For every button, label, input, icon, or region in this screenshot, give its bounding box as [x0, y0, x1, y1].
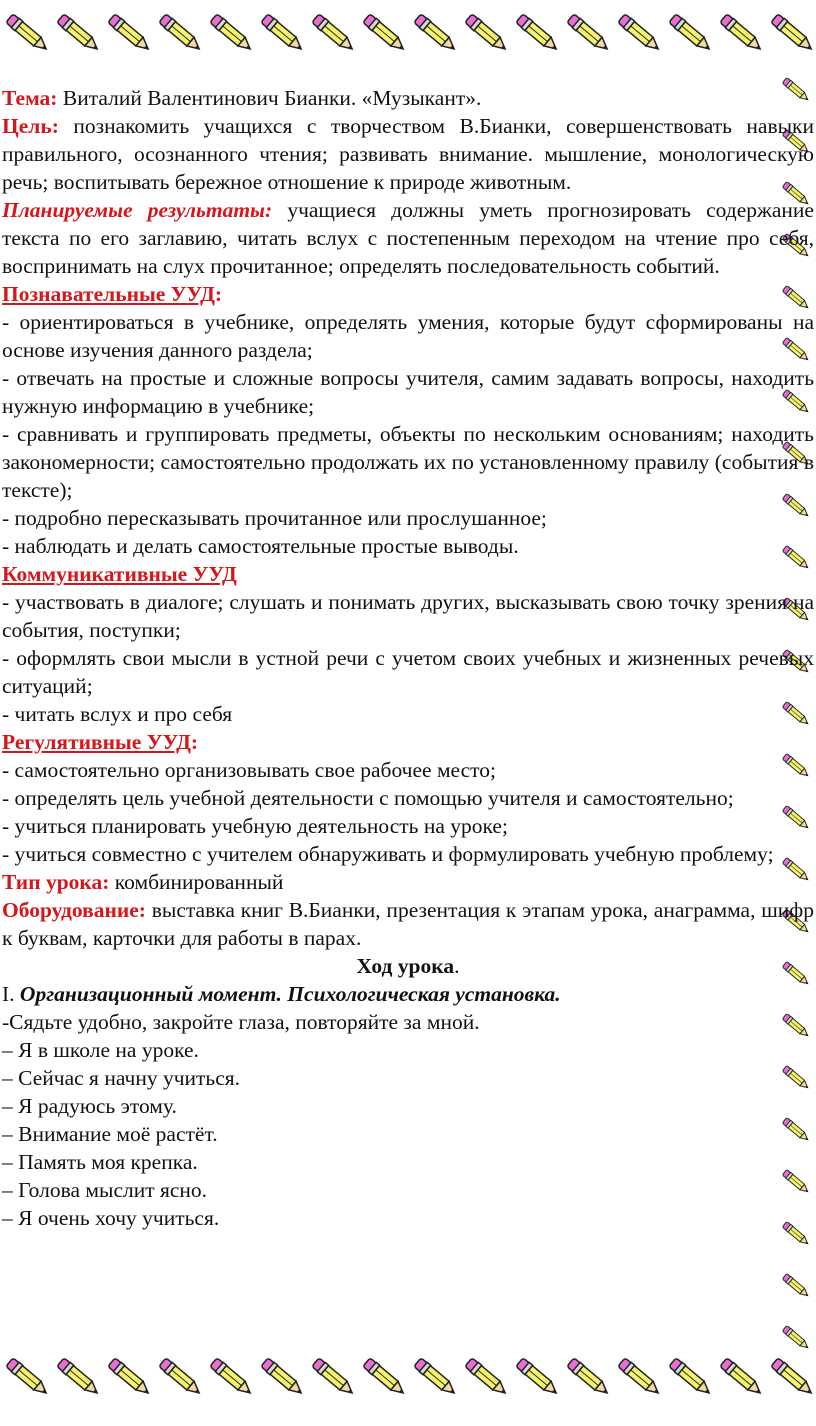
cognitive-item: - сравнивать и группировать предметы, объекты по нескольким основаниям; находить закономерности; самостоятельно продолжать их по установленному правилу (события в тексте); — [2, 422, 814, 502]
regulatory-item: - самостоятельно организовывать свое рабочее место; — [2, 758, 497, 782]
cognitive-heading — [2, 280, 814, 308]
cognitive-item: - наблюдать и делать самостоятельные простые выводы. — [2, 534, 519, 558]
cognitive-item: - подробно пересказывать прочитанное или прослушанное; — [2, 506, 547, 530]
bottom-pencil-border — [0, 1340, 816, 1426]
regulatory-item: - учиться совместно с учителем обнаруживать и формулировать учебную проблему; — [2, 842, 774, 866]
lesson-type-line — [2, 868, 814, 896]
results-text: учащиеся должны уметь прогнозировать содержание текста по его заглавию, читать вслух с постепенным переходом на чтение про себя, воспринимать на слух прочитанное; определять последовательность событий. — [2, 198, 814, 278]
goal-text: познакомить учащихся с творчеством В.Бианки, совершенствовать навыки правильного, осознанного чтения; развивать внимание. мышление, монологическую речь; воспитывать бережное отношение к природе животным. — [2, 114, 814, 194]
stage1-line: – Я радуюсь этому. — [2, 1094, 177, 1118]
equipment-text: выставка книг В.Бианки, презентация к этапам урока, анаграмма, шифр к буквам, карточки для работы в парах. — [2, 898, 814, 950]
topic-label: Тема: — [2, 86, 58, 110]
communicative-heading — [2, 560, 814, 588]
stage1-line: -Сядьте удобно, закройте глаза, повторяйте за мной. — [2, 1010, 480, 1034]
stage1-line: – Голова мыслит ясно. — [2, 1178, 208, 1202]
results-label: Планируемые результаты: — [2, 198, 273, 222]
course-heading — [2, 952, 814, 980]
communicative-heading-text: Коммуникативные УУД — [2, 562, 237, 586]
stage1-line: – Сейчас я начну учиться. — [2, 1066, 241, 1090]
stage1-title: Организационный момент. Психологическая установка. — [19, 982, 561, 1006]
stage1-number: I. — [2, 982, 20, 1006]
stage1-line: – Я в школе на уроке. — [2, 1038, 199, 1062]
equipment-label: Оборудование: — [2, 898, 146, 922]
course-title: Ход урока — [356, 954, 455, 978]
pencil-icon — [761, 1346, 816, 1406]
cognitive-heading-text: Познавательные УУД — [2, 282, 215, 306]
cognitive-heading-colon: : — [214, 282, 223, 306]
results-paragraph — [2, 196, 814, 280]
stage1-line: – Память моя крепка. — [2, 1150, 198, 1174]
cognitive-item: - отвечать на простые и сложные вопросы учителя, самим задавать вопросы, находить нужную информацию в учебнике; — [2, 366, 814, 418]
topic-text: Виталий Валентинович Бианки. «Музыкант». — [57, 86, 482, 110]
lesson-type-label: Тип урока: — [2, 870, 110, 894]
lesson-type-text: комбинированный — [109, 870, 284, 894]
topic-line — [2, 84, 814, 112]
regulatory-heading-colon: : — [190, 730, 199, 754]
communicative-item: - оформлять свои мысли в устной речи с учетом своих учебных и жизненных речевых ситуаций; — [2, 646, 814, 698]
regulatory-item: - учиться планировать учебную деятельность на уроке; — [2, 814, 508, 838]
stage1-line: – Я очень хочу учиться. — [2, 1206, 220, 1230]
regulatory-heading — [2, 728, 814, 756]
communicative-item: - участвовать в диалоге; слушать и понимать других, высказывать свою точку зрения на события, поступки; — [2, 590, 814, 642]
communicative-item: - читать вслух и про себя — [2, 702, 233, 726]
regulatory-item: - определять цель учебной деятельности с помощью учителя и самостоятельно; — [2, 786, 734, 810]
lesson-plan-document — [2, 84, 814, 1232]
stage1-line: – Внимание моё растёт. — [2, 1122, 218, 1146]
goal-label: Цель: — [2, 114, 59, 138]
goal-paragraph — [2, 112, 814, 196]
course-dot: . — [454, 954, 460, 978]
equipment-paragraph — [2, 896, 814, 952]
stage1-heading — [2, 980, 814, 1008]
pencil-icon — [776, 1266, 814, 1304]
regulatory-heading-text: Регулятивные УУД — [2, 730, 191, 754]
top-pencil-border — [0, 0, 816, 86]
cognitive-item: - ориентироваться в учебнике, определять умения, которые будут сформированы на основе изучения данного раздела; — [2, 310, 814, 362]
pencil-icon — [761, 2, 816, 62]
